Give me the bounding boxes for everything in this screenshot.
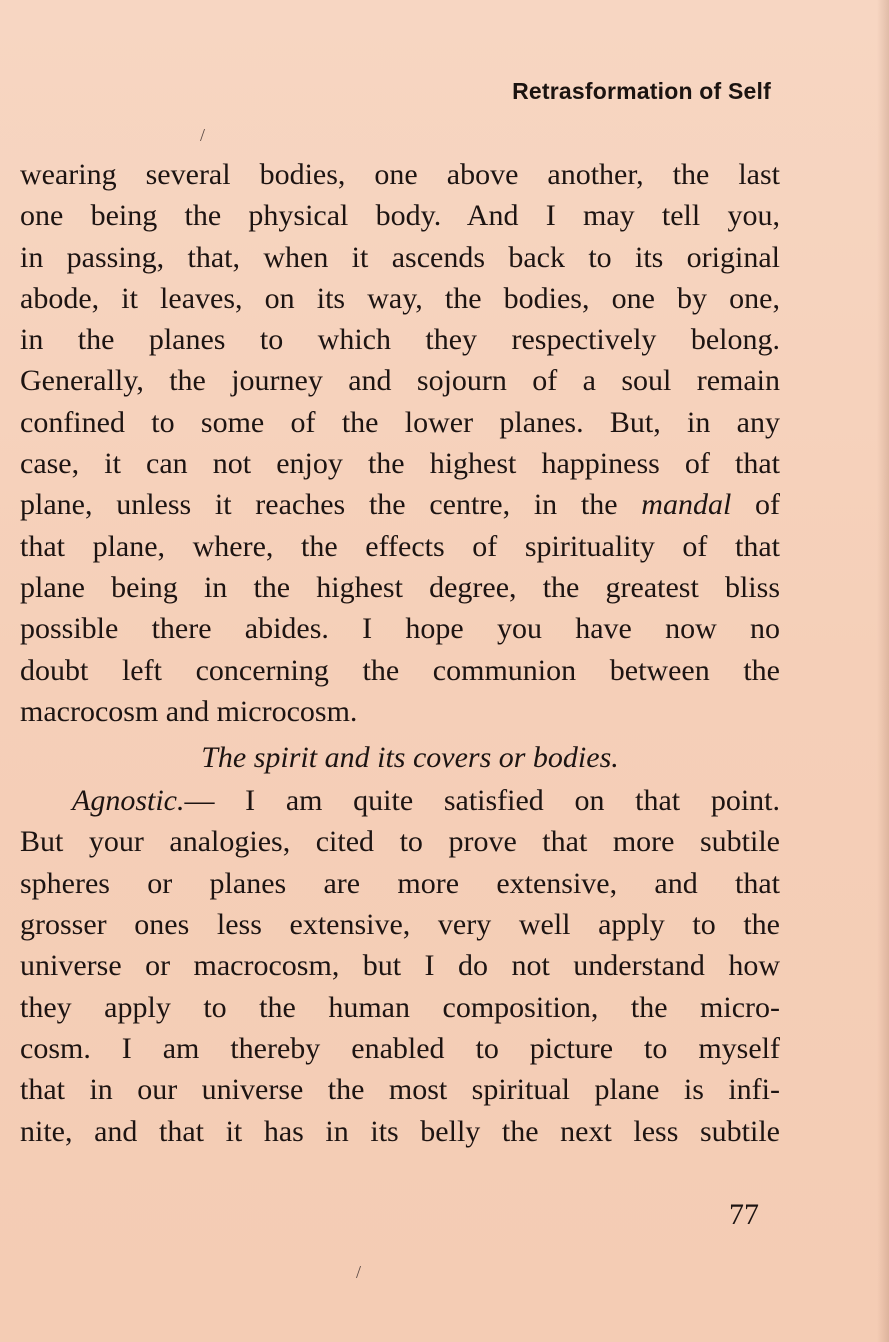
text-line: macrocosm and microcosm. [20,694,358,728]
running-header: Retrasformation of Self [512,78,771,104]
text-line: grosser ones less extensive, very well apply to the [20,908,780,942]
text-line: one being the physical body. And I may tell you, [20,199,780,233]
page-number: 77 [729,1198,759,1231]
text-segment: of [755,488,780,522]
text-line: universe or macrocosm, but I do not understand how [20,949,780,983]
text-line: plane being in the highest degree, the greatest bliss [20,570,780,604]
speaker-label: Agnostic. [72,784,185,818]
text-line: doubt left concerning the communion between the [20,653,780,687]
italic-term-mandal: mandal [641,488,732,522]
text-line: abode, it leaves, on its way, the bodies, one by one, [20,281,780,315]
text-line-mandal [20,484,780,525]
text-line: But your analogies, cited to prove that more subtile [20,825,780,859]
text-line: nite, and that it has in its belly the next less subtile [20,1114,780,1148]
text-line: that plane, where, the effects of spirituality of that [20,529,780,563]
text-line: cosm. I am thereby enabled to picture to myself [20,1031,780,1065]
text-line-speaker [20,780,780,821]
text-line: spheres or planes are more extensive, and that [20,866,780,900]
section-subheading: The spirit and its covers or bodies. [201,741,619,775]
text-line: that in our universe the most spiritual plane is infi- [20,1073,780,1107]
text-segment: plane, unless it reaches the centre, in the [20,488,618,522]
text-line: in passing, that, when it ascends back to its original [20,240,780,274]
pencil-mark: / [200,125,206,145]
pencil-mark: / [356,1262,362,1282]
page-edge-shadow [877,0,889,1342]
text-line: Generally, the journey and sojourn of a soul remain [20,364,780,398]
text-line: possible there abides. I hope you have now no [20,612,780,646]
text-line: wearing several bodies, one above another, the last [20,158,780,191]
text-line: case, it can not enjoy the highest happiness of that [20,447,780,481]
text-segment: — I am quite satisfied on that point. [184,784,780,818]
text-line: they apply to the human composition, the micro- [20,990,780,1024]
text-line: in the planes to which they respectively belong. [20,323,780,357]
text-line: confined to some of the lower planes. But, in any [20,405,780,439]
body-text [20,154,780,1152]
